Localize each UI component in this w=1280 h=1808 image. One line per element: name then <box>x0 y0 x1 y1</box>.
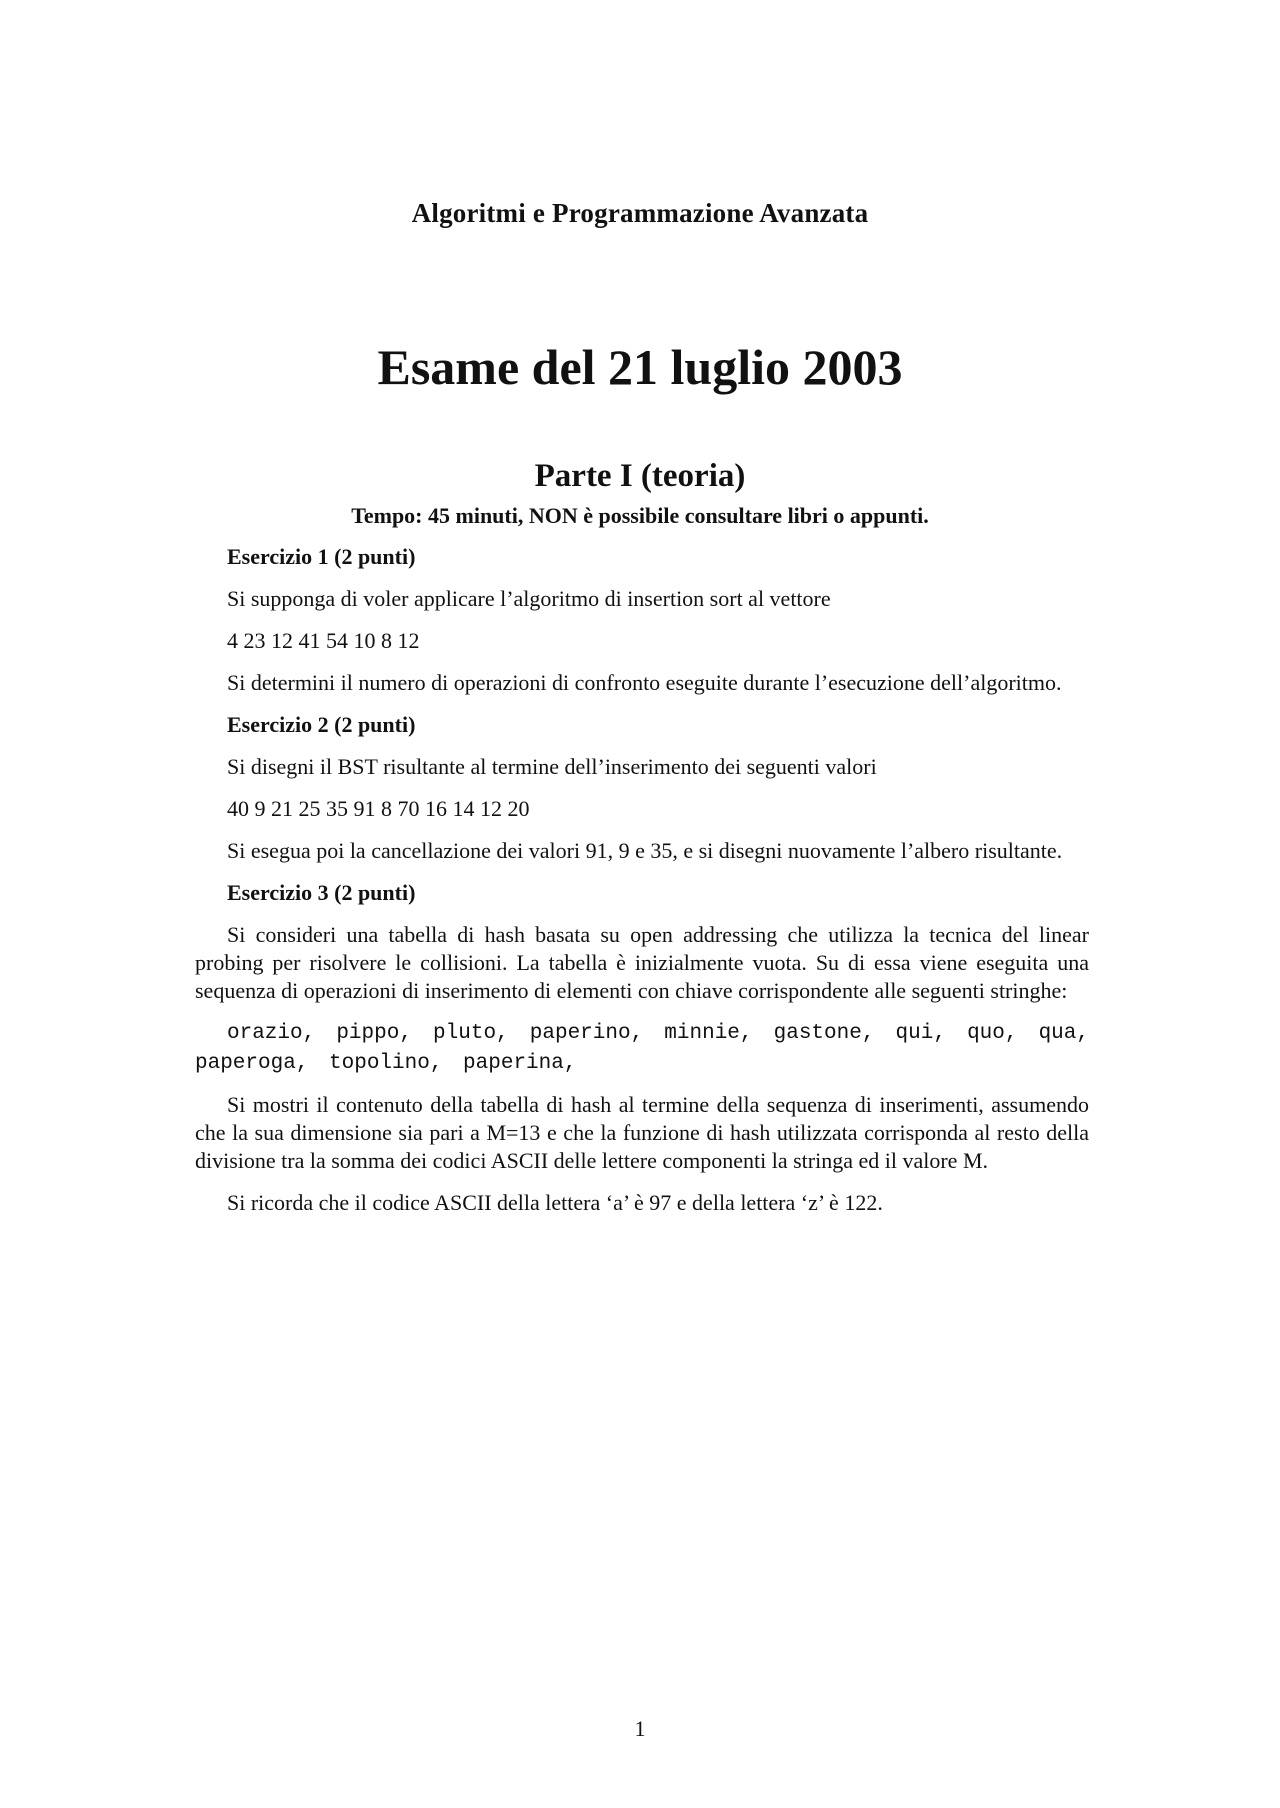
exam-title: Esame del 21 luglio 2003 <box>377 339 903 395</box>
course-title: Algoritmi e Programmazione Avanzata <box>411 198 869 228</box>
exercise-3-heading: Esercizio 3 (2 punti) <box>227 880 416 905</box>
part-title: Parte I (teoria) <box>534 458 746 494</box>
exercise-2-question: Si esegua poi la cancellazione dei valori 91, 9 e 35, e si disegni nuovamente l’albero risultante. <box>227 838 1063 863</box>
exercise-1-text: Si supponga di voler applicare l’algoritmo di insertion sort al vettore <box>227 586 831 611</box>
exercise-2-heading: Esercizio 2 (2 punti) <box>227 712 416 737</box>
exercise-1-question: Si determini il numero di operazioni di confronto eseguite durante l’esecuzione dell’algoritmo. <box>227 670 1062 695</box>
exercise-2-values: 40 9 21 25 35 91 8 70 16 14 12 20 <box>227 796 530 821</box>
exercise-2-text: Si disegni il BST risultante al termine dell’inserimento dei seguenti valori <box>227 754 877 779</box>
page-number: 1 <box>634 1716 646 1741</box>
exercise-3-text: Si consideri una tabella di hash basata su open addressing che utilizza la tecnica del linear probing per risolvere le collisioni. La tabella è inizialmente vuota. Su di essa viene eseguita una sequenza di operazioni di inserimento di elementi con chiave corrispondente alle seguenti stringhe: <box>195 922 1089 1003</box>
exercise-3-note: Si ricorda che il codice ASCII della lettera ‘a’ è 97 e della lettera ‘z’ è 122. <box>227 1190 883 1215</box>
exercise-3-keys: orazio, pippo, pluto, paperino, minnie, gastone, qui, quo, qua, paperoga, topolino, paperina, <box>195 1022 1089 1075</box>
exercise-1-array: 4 23 12 41 54 10 8 12 <box>227 628 420 653</box>
exercise-1-heading: Esercizio 1 (2 punti) <box>227 544 416 569</box>
exam-body <box>195 543 1089 1231</box>
part-instructions: Tempo: 45 minuti, NON è possibile consultare libri o appunti. <box>351 503 929 528</box>
exercise-3-question: Si mostri il contenuto della tabella di hash al termine della sequenza di inserimenti, assumendo che la sua dimensione sia pari a M=13 e che la funzione di hash utilizzata corrisponda al resto della divisione tra la somma dei codici ASCII delle lettere componenti la stringa ed il valore M. <box>195 1092 1089 1173</box>
